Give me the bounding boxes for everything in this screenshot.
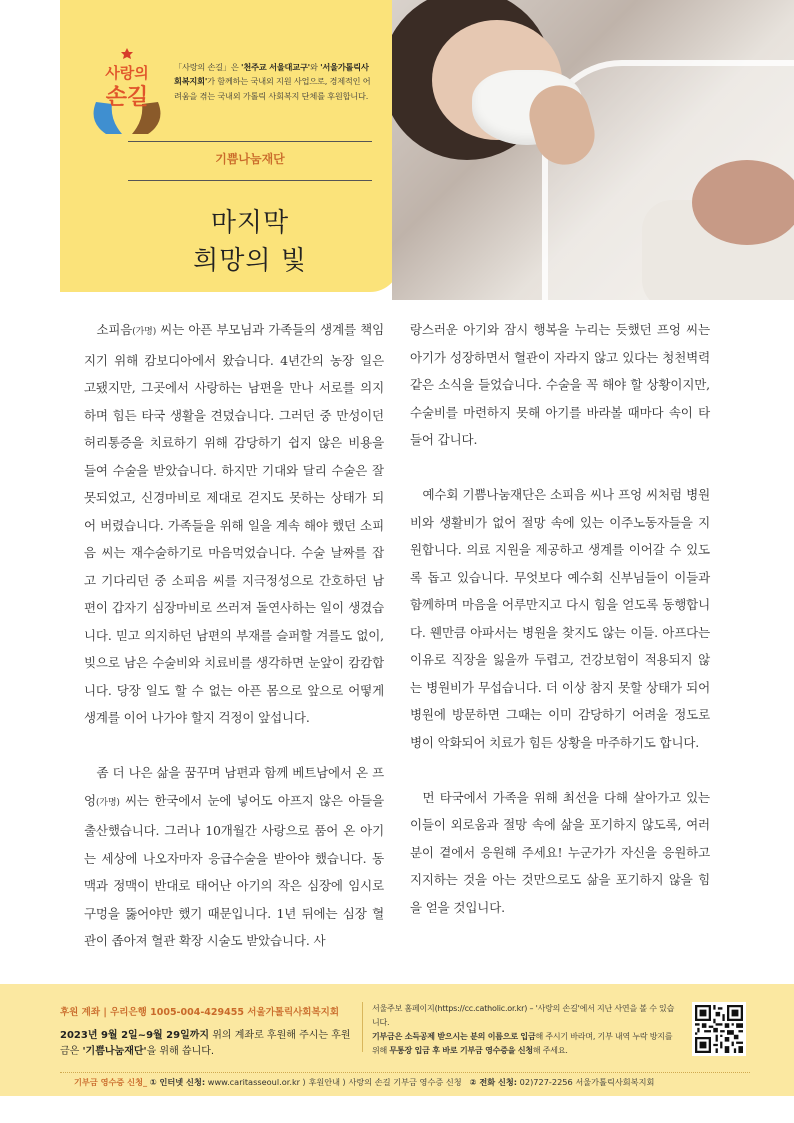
account-line: 후원 계좌 | 우리은행 1005-004-429455 서울가톨릭사회복지회 [60,1007,340,1018]
paragraph: 먼 타국에서 가족을 위해 최선을 다해 살아가고 있는 이들이 외로움과 절망 속에 삶을 포기하지 않도록, 여러분이 곁에서 응원해 주세요! 누군가가 자신을 응원하고 지지하는 것을 아는 것만으로도 삶을 포기하지 않을 힘을 얻을 것입니다. [410,789,710,915]
receipt-online-link[interactable]: www.caritasseoul.or.kr ⟩ 후원안내 ⟩ 사랑의 손길 기부금 영수증 신청 [205,1077,462,1087]
bottom-rule [128,180,372,181]
article-right-column [410,316,710,949]
note-tax: 기부금은 소득공제 받으시는 분의 이름으로 입금해 주시기 바라며, 기부 내역 누락 방지를 위해 무통장 입금 후 바로 기부금 영수증을 신청해 주세요. [372,1032,673,1055]
love-hands-logo [88,42,166,138]
article-left-column [84,316,384,982]
receipt-text: 기부금 영수증 신청_ ① 인터넷 신청: www.caritasseoul.or.kr ⟩ 후원안내 ⟩ 사랑의 손길 기부금 영수증 신청 ② 전화 신청: 02)727-2256 서울가톨릭사회복지회 [74,1077,655,1087]
title-line-1: 마지막 [210,208,290,238]
title-line-2: 희망의 빛 [193,245,307,276]
foundation-name: 기쁨나눔재단 [215,152,285,166]
baby-shape [692,160,794,245]
footer-notes [372,1002,680,1058]
paragraph: 랑스러운 아기와 잠시 행복을 누리는 듯했던 프엉 씨는 아기가 성장하면서 혈관이 자라지 않고 있다는 청천벽력 같은 소식을 들었습니다. 수술을 꼭 해야 할 상황이지만, 수술비를 마련하지 못해 아기를 바라볼 때마다 속이 타들어 갑니다. [410,322,710,447]
paragraph: 소피음(가명) 씨는 아픈 부모님과 가족들의 생계를 책임지기 위해 캄보디아에서 왔습니다. 4년간의 농장 일은 고됐지만, 그곳에서 사랑하는 남편을 만나 서로를 의지하며 힘든 타국 생활을 견뎠습니다. 그러던 중 만성이던 허리통증을 치료하기 위해 감당하기 쉽지 않은 비용을 들여 수술을 받았습니다. 하지만 기대와 달리 수술은 잘못되었고, 신경마비로 제대로 걷지도 못하는 상태가 되어 버렸습니다. 가족들을 위해 일을 계속 해야 했던 소피음 씨는 재수술하기로 마음먹었습니다. 수술 날짜를 잡고 기다리던 중 소피음 씨를 지극정성으로 간호하던 남편이 갑자기 심장마비로 쓰러져 돌연사하는 일이 생겼습니다. 믿고 의지하던 남편의 부재를 슬퍼할 겨를도 없이, 빚으로 남은 수술비와 치료비를 생각하면 눈앞이 캄캄합니다. 당장 일도 할 수 없는 아픈 몸으로 앞으로 어떻게 생계를 이어 나가야 할지 걱정이 앞섭니다. [84,322,384,725]
paragraph: 예수회 기쁨나눔재단은 소피음 씨나 프엉 씨처럼 병원비와 생활비가 없어 절망 속에 있는 이주노동자들을 지원합니다. 의료 지원을 제공하고 생계를 이어갈 수 있도록 돕고 있습니다. 무엇보다 예수회 신부님들이 이들과 함께하며 마음을 어루만지고 다시 힘을 얻도록 동행합니다. 웬만큼 아파서는 병원을 찾지도 않는 이들. 아프다는 이유로 직장을 잃을까 두렵고, 건강보험이 적용되지 않는 병원비가 무섭습니다. 더 이상 참지 못할 상태가 되어 병원에 방문하면 그때는 이미 감당하기 어려울 정도로 병이 악화되어 치료가 힘든 상황을 마주하기도 합니다. [410,487,710,750]
footer-divider [362,1002,363,1052]
receipt-bar [0,1072,794,1096]
svg-text:사랑의: 사랑의 [105,64,149,82]
top-rule [128,141,372,142]
qr-code-icon[interactable] [692,1002,746,1056]
intro-text: 「사랑의 손길」은 '천주교 서울대교구'와 '서울가톨릭사회복지회'가 함께하는 국내외 지원 사업으로, 경제적인 어려움을 겪는 국내외 가톨릭 사회복지 단체를 후원합니다. [174,62,371,101]
paragraph: 좀 더 나은 삶을 꿈꾸며 남편과 함께 베트남에서 온 프엉(가명) 씨는 한국에서 눈에 넣어도 아프지 않은 아들을 출산했습니다. 그러나 10개월간 사랑으로 품어 온 아기는 세상에 나오자마자 응급수술을 받아야 했습니다. 동맥과 정맥이 반대로 태어난 아기의 작은 심장에 임시로 구멍을 뚫어야만 했기 때문입니다. 1년 뒤에는 심장 혈관이 좁아져 혈관 확장 시술도 받았습니다. 사 [84,765,384,948]
note-homepage: 서울주보 홈페이지(https://cc.catholic.or.kr) – '사랑의 손길'에서 지난 사연을 볼 수 있습니다. [372,1004,675,1027]
svg-text:손길: 손길 [105,85,149,110]
hero-photo [392,0,794,300]
page-title [128,205,372,280]
period-text: 2023년 9월 2일~9월 29일까지 위의 계좌로 후원해 주시는 후원금은 '기쁨나눔재단'을 위해 씁니다. [60,1030,351,1057]
